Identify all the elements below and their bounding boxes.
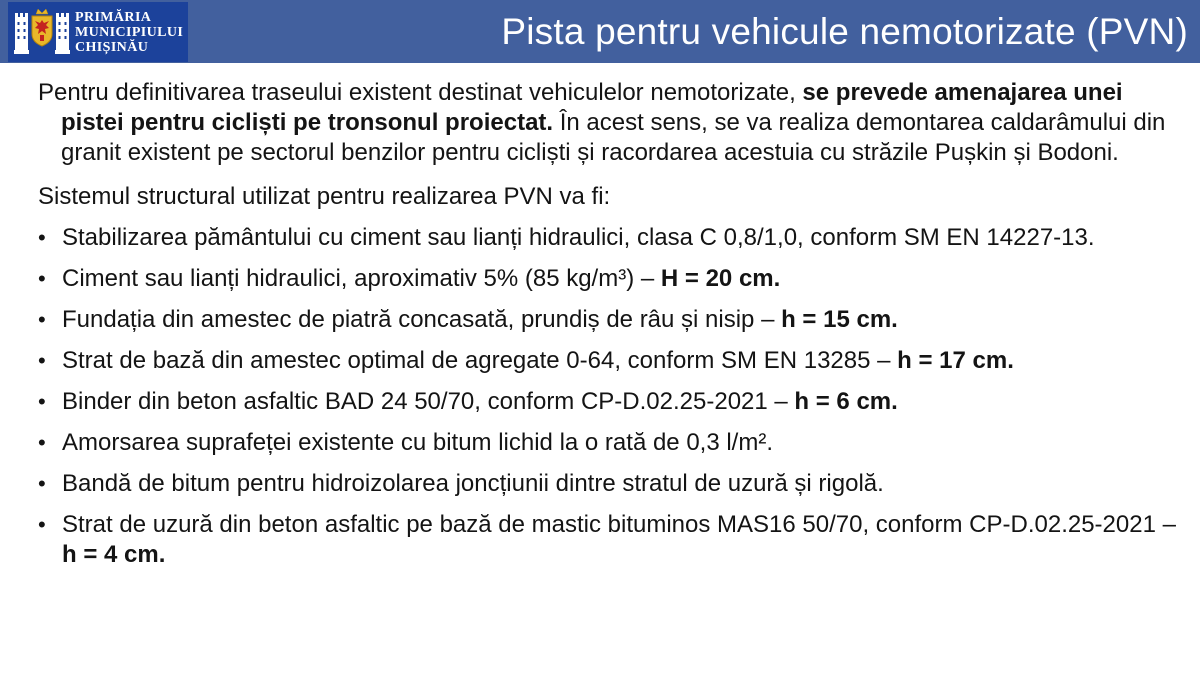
coat-of-arms-icon — [14, 8, 70, 56]
list-item-text — [62, 305, 1186, 335]
text-segment: Pentru definitivarea traseului existent destinat vehiculelor nemotorizate, — [38, 79, 803, 106]
structural-system-heading: Sistemul structural utilizat pentru realizarea PVN va fi: — [38, 183, 611, 210]
list-item — [38, 469, 1186, 499]
list-item — [38, 305, 1186, 335]
list-item — [38, 346, 1186, 376]
list-item-text — [62, 510, 1186, 570]
list-item-text — [62, 264, 1186, 294]
bullet-icon: • — [38, 389, 46, 414]
bullet-icon: • — [38, 307, 46, 332]
list-item — [38, 264, 1186, 294]
text-segment: h = 15 cm. — [781, 306, 898, 333]
logo-line-1: PRIMĂRIA — [75, 9, 152, 25]
bullet-icon: • — [38, 512, 46, 537]
list-item-text — [62, 469, 1186, 499]
text-segment: Fundația din amestec de piatră concasată, prundiș de râu și nisip – — [62, 306, 782, 333]
text-segment: Binder din beton asfaltic BAD 24 50/70, conform CP-D.02.25-2021 – — [62, 388, 795, 415]
text-segment: Strat de bază din amestec optimal de agregate 0-64, conform SM EN 13285 – — [62, 347, 898, 374]
text-segment: H = 20 cm. — [660, 265, 781, 292]
text-segment: h = 4 cm. — [62, 541, 166, 568]
bullet-icon: • — [38, 225, 46, 250]
list-item — [38, 223, 1186, 253]
text-segment: Stabilizarea pământului cu ciment sau lianți hidraulici, clasa C 0,8/1,0, conform SM EN 14227-13. — [62, 224, 1095, 251]
bullet-icon: • — [38, 348, 46, 373]
structural-list — [38, 223, 1186, 570]
municipality-logo — [8, 2, 188, 62]
bullet-icon: • — [38, 266, 46, 291]
slide-body — [38, 78, 1186, 581]
text-segment: În acest sens, se va realiza demontarea caldarâmului din granit existent pe sectorul benzilor pentru cicliști și racordarea acestuia cu străzile Pușkin și Bodoni. — [61, 109, 1166, 166]
list-item-text — [62, 387, 1186, 417]
header-bar — [0, 0, 1200, 63]
text-segment: se prevede amenajarea unei pistei pentru cicliști pe tronsonul proiectat. — [61, 79, 1123, 136]
list-item — [38, 387, 1186, 417]
municipality-name — [75, 10, 183, 55]
text-segment: Amorsarea suprafeței existente cu bitum lichid la o rată de 0,3 l/m². — [62, 429, 773, 456]
bullet-icon: • — [38, 430, 46, 455]
text-segment: h = 17 cm. — [897, 347, 1014, 374]
logo-line-3: CHIȘINĂU — [75, 39, 149, 55]
logo-line-2: MUNICIPIULUI — [75, 24, 184, 40]
page-title: Pista pentru vehicule nemotorizate (PVN) — [501, 10, 1188, 52]
text-segment: h = 6 cm. — [794, 388, 898, 415]
text-segment: Bandă de bitum pentru hidroizolarea joncțiunii dintre stratul de uzură și rigolă. — [62, 470, 884, 497]
intro-paragraph — [38, 78, 1186, 168]
text-segment: Ciment sau lianți hidraulici, aproximativ 5% (85 kg/m³) – — [62, 265, 661, 292]
text-segment: Strat de uzură din beton asfaltic pe bază de mastic bituminos MAS16 50/70, conform CP-D.02.25-2021 – — [62, 511, 1176, 538]
list-item-text — [62, 428, 1186, 458]
bullet-icon: • — [38, 471, 46, 496]
list-item — [38, 510, 1186, 570]
list-item-text — [62, 346, 1186, 376]
list-item — [38, 428, 1186, 458]
list-item-text — [62, 223, 1186, 253]
